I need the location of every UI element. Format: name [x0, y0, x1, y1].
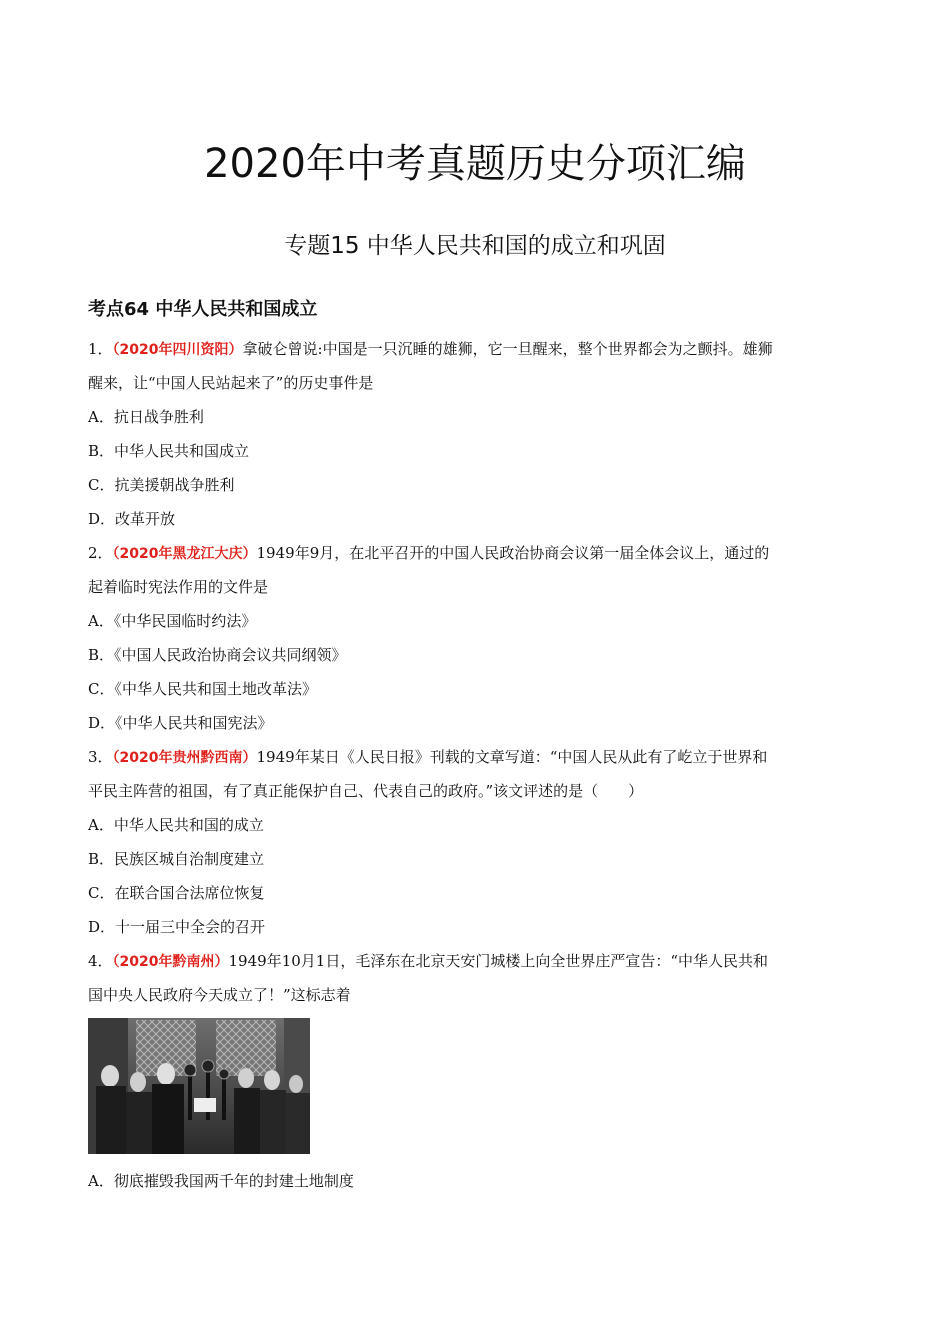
option-label: D． — [88, 510, 116, 528]
option-label: B． — [88, 442, 115, 460]
question-4 — [88, 944, 863, 1198]
option-label: D． — [88, 918, 116, 936]
option-d — [88, 502, 863, 536]
section-heading: 考点64 中华人民共和国成立 — [88, 299, 318, 320]
document-subtitle: 专题15 中华人民共和国的成立和巩固 — [284, 233, 666, 259]
option-text: 在联合国合法席位恢复 — [114, 884, 265, 902]
option-a — [88, 604, 863, 638]
option-label: A． — [88, 1172, 114, 1190]
option-label: A． — [88, 612, 114, 630]
option-c — [88, 468, 863, 502]
question-list — [88, 332, 863, 1198]
option-b — [88, 842, 863, 876]
question-source: （2020年黔南州） — [112, 954, 229, 970]
founding-ceremony-photo — [88, 1018, 310, 1154]
option-label: A． — [88, 816, 114, 834]
option-text: 《中华民国临时约法》 — [113, 612, 257, 630]
option-label: C． — [88, 476, 115, 494]
option-text: 《中华人民共和国宪法》 — [115, 714, 273, 732]
option-text: 抗日战争胜利 — [113, 408, 204, 426]
option-c — [88, 672, 863, 706]
question-number: 2． — [88, 544, 113, 562]
option-label: B． — [88, 850, 115, 868]
question-text-continued: 平民主阵营的祖国，有了真正能保护自己、代表自己的政府。”该文评述的是（ ） — [88, 782, 644, 800]
option-text: 中华人民共和国成立 — [114, 442, 250, 460]
option-text: 改革开放 — [115, 510, 176, 528]
question-text: 1949年10月1日，毛泽东在北京天安门城楼上向全世界庄严宣告：“中华人民共和 — [228, 952, 768, 970]
option-text: 十一届三中全会的召开 — [115, 918, 266, 936]
option-text: 《中国人民政治协商会议共同纲领》 — [114, 646, 347, 664]
question-number: 1． — [88, 340, 113, 358]
question-number: 3． — [88, 748, 113, 766]
question-text-continued: 醒来，让“中国人民站起来了”的历史事件是 — [88, 374, 374, 392]
option-text: 抗美援朝战争胜利 — [114, 476, 235, 494]
question-text: 拿破仑曾说:中国是一只沉睡的雄狮，它一旦醒来，整个世界都会为之颤抖。雄狮 — [242, 340, 773, 358]
option-text: 中华人民共和国的成立 — [113, 816, 264, 834]
option-label: C． — [88, 884, 115, 902]
option-text: 彻底摧毁我国两千年的封建土地制度 — [113, 1172, 354, 1190]
question-3 — [88, 740, 863, 944]
question-stem — [88, 944, 863, 978]
question-number: 4． — [88, 952, 113, 970]
question-text-continued: 起着临时宪法作用的文件是 — [88, 578, 269, 596]
option-text: 《中华人民共和国土地改革法》 — [114, 680, 317, 698]
option-label: A． — [88, 408, 114, 426]
option-b — [88, 638, 863, 672]
question-text: 1949年9月，在北平召开的中国人民政治协商会议第一届全体会议上，通过的 — [256, 544, 770, 562]
question-1 — [88, 332, 863, 536]
question-source: （2020年贵州黔西南） — [112, 750, 257, 766]
question-stem — [88, 740, 863, 774]
question-stem — [88, 332, 863, 366]
option-a — [88, 1164, 863, 1198]
option-d — [88, 910, 863, 944]
option-b — [88, 434, 863, 468]
option-label: C． — [88, 680, 115, 698]
question-text: 1949年某日《人民日报》刊载的文章写道：“中国人民从此有了屹立于世界和 — [256, 748, 768, 766]
document-title: 2020年中考真题历史分项汇编 — [204, 141, 746, 187]
question-stem — [88, 536, 863, 570]
option-a — [88, 808, 863, 842]
question-source: （2020年黑龙江大庆） — [112, 546, 257, 562]
option-a — [88, 400, 863, 434]
option-text: 民族区城自治制度建立 — [114, 850, 265, 868]
option-d — [88, 706, 863, 740]
question-2 — [88, 536, 863, 740]
question-source: （2020年四川资阳） — [112, 342, 243, 358]
option-label: D． — [88, 714, 116, 732]
option-label: B． — [88, 646, 115, 664]
question-text-continued: 国中央人民政府今天成立了！”这标志着 — [88, 986, 351, 1004]
option-c — [88, 876, 863, 910]
